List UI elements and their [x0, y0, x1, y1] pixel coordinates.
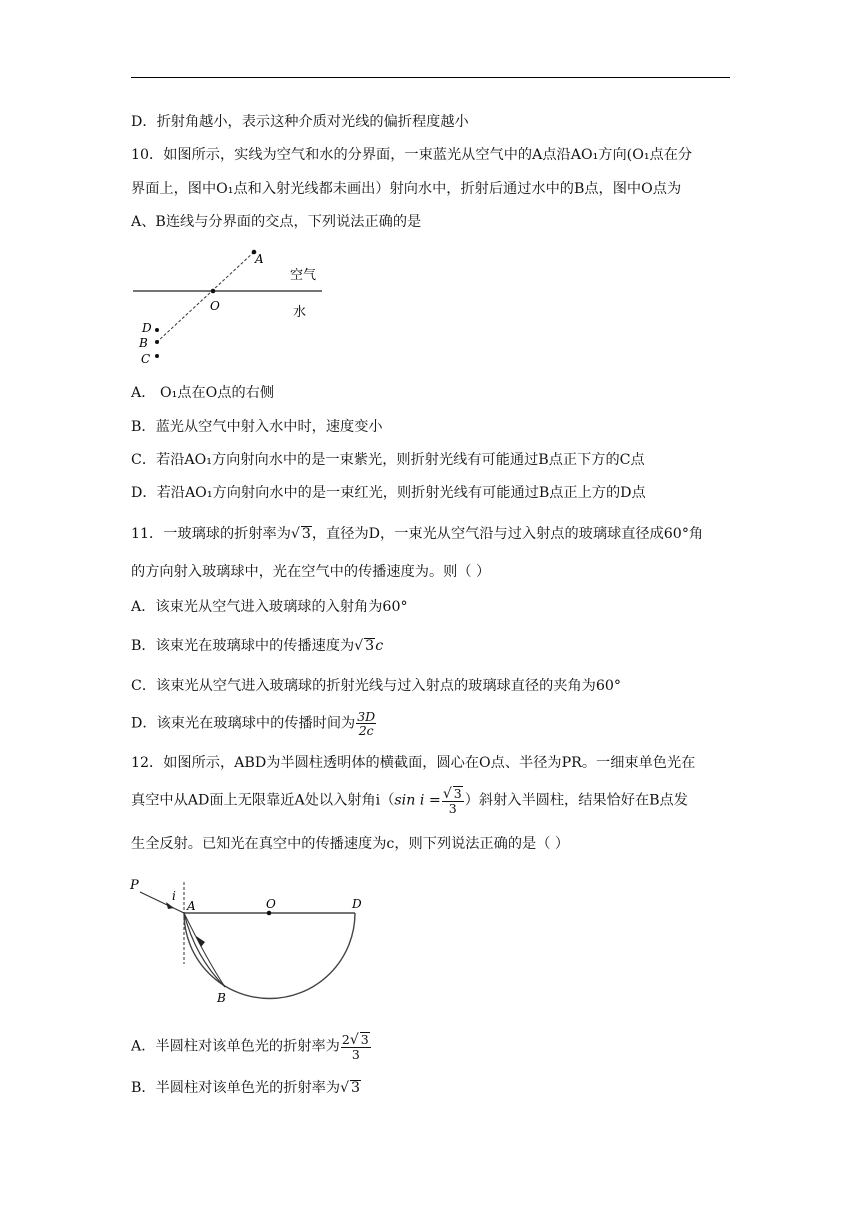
q12-stem-line1: 12．如图所示，ABD为半圆柱透明体的横截面，圆心在O点、半径为PR。一细束单色光在 — [131, 755, 696, 771]
fraction-numerator — [442, 786, 464, 802]
sqrt-sign: √ — [442, 786, 452, 802]
point-o-dot — [267, 911, 272, 916]
q10-option-b: B．蓝光从空气中射入水中时，速度变小 — [131, 419, 383, 435]
q10-stem-line1: 10．如图所示，实线为空气和水的分界面，一束蓝光从空气中的A点沿AO₁方向(O₁点在分 — [131, 147, 693, 163]
label-p: P — [130, 878, 139, 893]
point-d-dot — [155, 328, 159, 332]
sqrt-sign: √ — [354, 638, 364, 654]
q12-stem-line2-part1: 真空中从AD面上无限靠近A处以入射角i（ — [131, 792, 395, 809]
q10-figure — [125, 243, 340, 368]
q11-stem-part2: ，直径为D，一束光从空气沿与过入射点的玻璃球直径成60°角 — [311, 526, 704, 542]
sqrt-value: 3 — [453, 786, 462, 801]
label-air: 空气 — [290, 268, 317, 283]
label-b: B — [217, 991, 226, 1005]
incident-arrow — [166, 902, 174, 909]
point-b-dot — [155, 340, 159, 344]
fraction-denominator: 2c — [358, 723, 374, 738]
fraction-numerator: 3D — [357, 709, 376, 724]
q11-option-a: A．该束光从空气进入玻璃球的入射角为60° — [131, 599, 408, 615]
q10-stem-line2: 界面上，图中O₁点和入射光线都未画出）射向水中，折射后通过水中的B点，图中O点为 — [131, 181, 682, 197]
q10-option-c: C．若沿AO₁方向射向水中的是一束紫光，则折射光线有可能通过B点正下方的C点 — [131, 452, 645, 468]
fraction-denominator: 3 — [351, 1047, 360, 1062]
q11-option-c: C．该束光从空气进入玻璃球的折射光线与过入射点的玻璃球直径的夹角为60° — [131, 678, 622, 694]
q10-option-a: A． O₁点在O点的右侧 — [131, 385, 275, 401]
q11-option-d-fraction — [356, 710, 376, 737]
fraction-denominator: 3 — [448, 801, 457, 816]
label-b: B — [139, 336, 148, 350]
sqrt-sign: √ — [349, 1032, 359, 1048]
q11-option-b — [131, 636, 383, 656]
header-rule — [131, 77, 730, 78]
label-c: C — [141, 352, 151, 366]
q12-option-b-text: B．半圆柱对该单色光的折射率为 — [131, 1080, 341, 1096]
q11-stem-line1 — [131, 524, 703, 544]
option-d-previous: D．折射角越小，表示这种介质对光线的偏折程度越小 — [131, 114, 469, 130]
q11-option-b-text: B．该束光在玻璃球中的传播速度为 — [131, 638, 355, 654]
dashed-line-ab — [157, 252, 254, 342]
label-o: O — [210, 299, 220, 313]
q12-stem-line3: 生全反射。已知光在真空中的传播速度为c，则下列说法正确的是（ ） — [131, 836, 570, 852]
q10-stem-line3: A、B连线与分界面的交点，下列说法正确的是 — [131, 214, 422, 230]
point-c-dot — [155, 354, 159, 358]
refracted-arrow — [196, 936, 205, 947]
q11-option-d — [131, 710, 377, 737]
fraction-numerator — [341, 1032, 371, 1048]
coefficient: 2 — [341, 1032, 350, 1047]
q12-option-b — [131, 1078, 361, 1098]
q11-option-b-c: c — [375, 638, 384, 654]
sqrt-sign: √ — [340, 1080, 349, 1096]
sqrt-sign: √ — [290, 526, 300, 542]
label-i: i — [172, 889, 176, 903]
reflected-ray — [184, 913, 225, 987]
q11-stem-part1: 11．一玻璃球的折射率为 — [131, 526, 291, 542]
q12-option-a-fraction — [341, 1032, 371, 1061]
q10-option-d: D．若沿AO₁方向射向水中的是一束红光，则折射光线有可能通过B点正上方的D点 — [131, 485, 646, 501]
q11-sqrt3: 3 — [301, 526, 311, 542]
q12-option-a-text: A．半圆柱对该单色光的折射率为 — [131, 1038, 340, 1055]
semicircle-arc — [184, 913, 355, 999]
label-water: 水 — [293, 305, 307, 320]
point-o-dot — [211, 289, 216, 294]
label-o: O — [266, 897, 276, 911]
label-a: A — [255, 252, 264, 266]
label-a: A — [187, 899, 196, 913]
sin-fraction — [442, 786, 464, 815]
q12-stem-line2 — [131, 786, 688, 815]
q11-stem-line2: 的方向射入玻璃球中，光在空气中的传播速度为。则（ ） — [131, 564, 491, 580]
q12-stem-line2-part2: ）斜射入半圆柱，结果恰好在B点发 — [464, 792, 688, 809]
label-d: D — [352, 897, 362, 911]
q12-option-b-sqrt3: 3 — [350, 1080, 361, 1096]
q12-option-a — [131, 1032, 372, 1061]
q12-figure — [125, 872, 370, 1007]
incident-ray — [140, 892, 184, 913]
sqrt-value: 3 — [360, 1032, 369, 1047]
sin-expression: sin i = — [394, 792, 441, 809]
q11-option-d-text: D．该束光在玻璃球中的传播时间为 — [131, 715, 356, 732]
label-d: D — [142, 321, 152, 335]
refracted-ray — [184, 913, 225, 987]
q11-option-b-sqrt3: 3 — [365, 638, 375, 654]
